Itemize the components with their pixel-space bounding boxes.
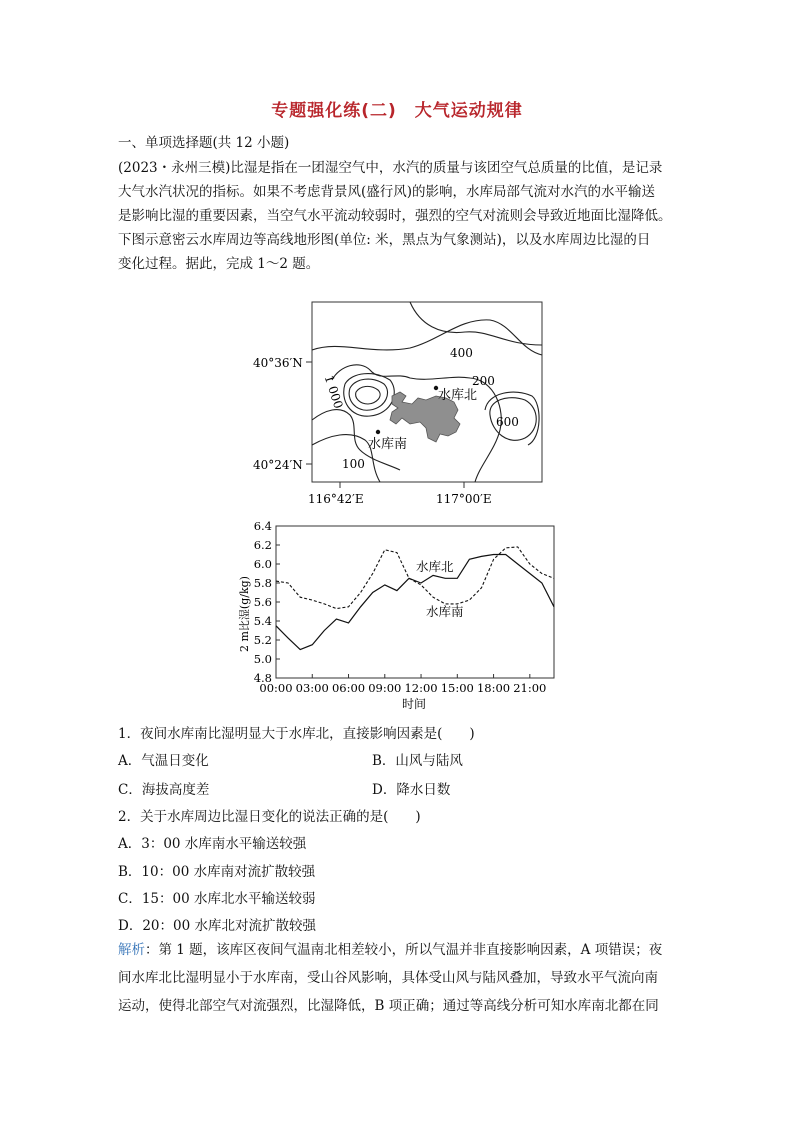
y-tick-label: 6.0 — [253, 557, 272, 571]
intro-paragraph — [118, 156, 680, 276]
x-tick-label: 21:00 — [513, 681, 547, 695]
lon-label-east: 117°00′E — [436, 492, 492, 506]
analysis-line: 间水库北比湿明显小于水库南，受山谷风影响，具体受山风与陆风叠加，导致水平气流向南 — [118, 970, 658, 986]
series-line-north — [276, 555, 554, 650]
lat-label-south: 40°24′N — [253, 458, 303, 472]
analysis-label: 解析 — [118, 942, 145, 958]
x-tick-label: 00:00 — [259, 681, 293, 695]
contour-label-600: 600 — [496, 415, 519, 429]
series-label-south: 水库南 — [426, 604, 464, 619]
question-1-option-c[interactable]: C．海拔高度差 — [118, 782, 210, 798]
question-2-option-d[interactable]: D．20：00 水库北对流扩散较强 — [118, 918, 316, 934]
intro-line: 变化过程。据此，完成 1～2 题。 — [118, 256, 320, 272]
humidity-line-chart — [236, 520, 566, 710]
station-south-dot — [376, 430, 380, 434]
plot-frame — [276, 526, 554, 678]
contour-label-1000: 1 000 — [321, 373, 346, 411]
x-tick-label: 09:00 — [368, 681, 402, 695]
y-tick-label: 5.4 — [253, 614, 272, 628]
question-2-option-a[interactable]: A．3：00 水库南水平输送较强 — [118, 836, 307, 852]
question-2-option-b[interactable]: B．10：00 水库南对流扩散较强 — [118, 864, 316, 880]
analysis-paragraph — [118, 936, 680, 1020]
x-tick-label: 06:00 — [331, 681, 366, 695]
question-1-stem: 1．夜间水库南比湿明显大于水库北，直接影响因素是( ) — [118, 726, 475, 742]
x-axis-label: 时间 — [402, 697, 427, 710]
question-1-option-d[interactable]: D．降水日数 — [372, 782, 451, 798]
question-2-option-c[interactable]: C．15：00 水库北水平输送较弱 — [118, 891, 316, 907]
analysis-line — [118, 936, 680, 964]
station-north-label: 水库北 — [438, 388, 478, 403]
contour-label-100: 100 — [342, 457, 365, 471]
x-tick-label: 15:00 — [440, 681, 474, 695]
intro-line: (2023・永州三模)比湿是指在一团湿空气中，水汽的质量与该团空气总质量的比值，是记录 — [118, 160, 663, 176]
series-label-north: 水库北 — [416, 559, 454, 574]
lon-label-west: 116°42′E — [308, 492, 364, 506]
y-tick-label: 4.8 — [253, 671, 272, 685]
series-line-south — [276, 547, 554, 609]
y-tick-label: 6.4 — [253, 520, 272, 533]
y-tick-label: 5.6 — [253, 595, 272, 609]
x-tick-label: 18:00 — [476, 681, 511, 695]
intro-line: 大气水汽状况的指标。如果不考虑背景风(盛行风)的影响，水库局部气流对水汽的水平输送 — [118, 184, 656, 200]
section-heading: 一、单项选择题(共 12 小题) — [118, 135, 290, 151]
lat-label-north: 40°36′N — [253, 356, 303, 370]
question-1-option-a[interactable]: A．气温日变化 — [118, 753, 209, 769]
y-tick-label: 6.2 — [253, 538, 272, 552]
x-tick-label: 12:00 — [404, 681, 438, 695]
y-tick-label: 5.8 — [253, 576, 272, 590]
contour-label-200: 200 — [472, 374, 495, 388]
question-2-stem: 2．关于水库周边比湿日变化的说法正确的是( ) — [118, 809, 421, 825]
y-tick-label: 5.2 — [253, 633, 272, 647]
y-tick-label: 5.0 — [253, 652, 272, 666]
question-1-option-b[interactable]: B．山风与陆风 — [372, 753, 463, 769]
intro-line: 下图示意密云水库周边等高线地形图(单位: 米，黑点为气象测站)，以及水库周边比湿的日 — [118, 232, 651, 248]
x-tick-label: 03:00 — [295, 681, 329, 695]
intro-line: 是影响比湿的重要因素，当空气水平流动较弱时，强烈的空气对流则会导致近地面比湿降低。 — [118, 208, 672, 224]
y-axis-label: 2 m比湿(g/kg) — [238, 576, 251, 652]
analysis-line: 运动，使得北部空气对流强烈，比湿降低，B 项正确；通过等高线分析可知水库南北都在同 — [118, 998, 659, 1014]
station-south-label: 水库南 — [368, 437, 408, 452]
analysis-text: ：第 1 题，该库区夜间气温南北相差较小，所以气温并非直接影响因素，A 项错误；夜 — [145, 942, 663, 958]
page-title: 专题强化练(二) 大气运动规律 — [271, 101, 523, 121]
contour-map — [250, 300, 550, 515]
contour-label-400: 400 — [450, 346, 473, 360]
